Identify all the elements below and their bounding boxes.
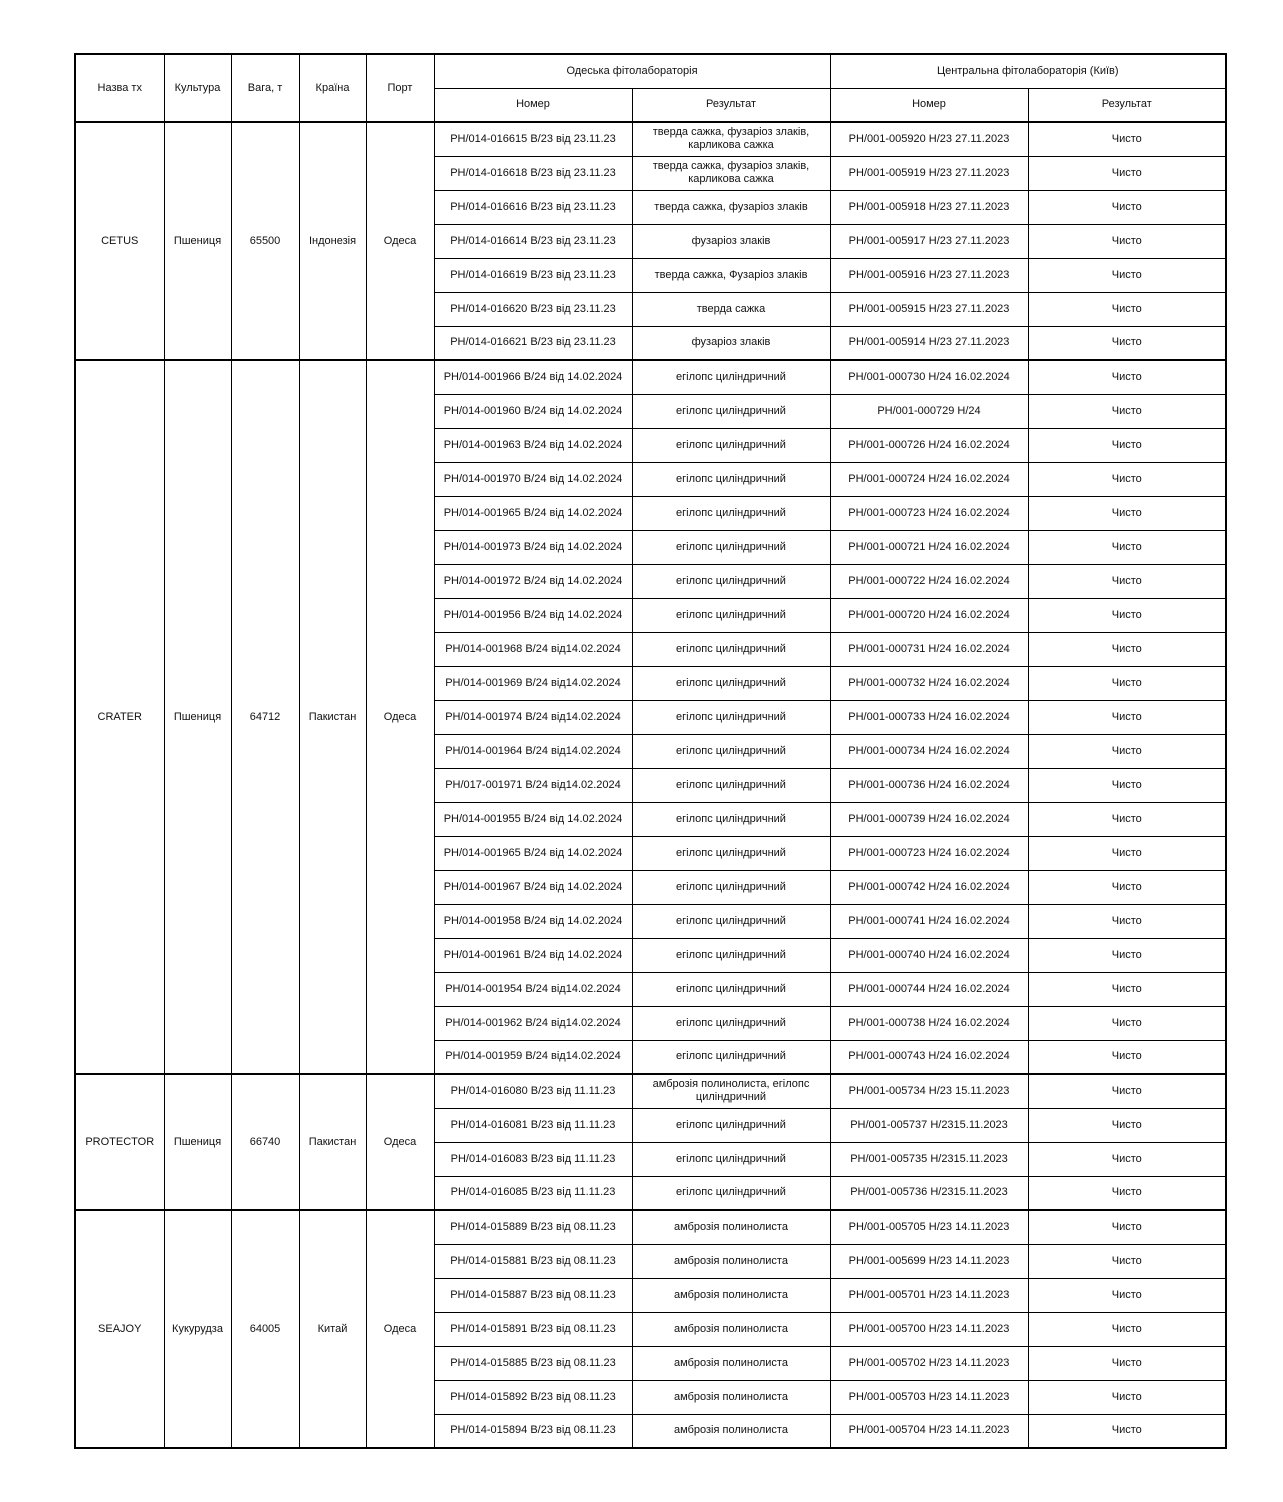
central-result-cell: Чисто xyxy=(1028,1278,1226,1312)
odesa-result-cell: егілопс циліндричний xyxy=(632,598,830,632)
odesa-result-cell: амброзія полинолиста xyxy=(632,1312,830,1346)
odesa-result-cell: егілопс циліндричний xyxy=(632,428,830,462)
central-result-cell: Чисто xyxy=(1028,360,1226,394)
odesa-result-cell: амброзія полинолиста xyxy=(632,1346,830,1380)
central-number-cell: PH/001-005704 H/23 14.11.2023 xyxy=(830,1414,1028,1448)
crop-cell: Кукурудза xyxy=(164,1210,231,1448)
odesa-result-cell: тверда сажка, Фузаріоз злаків xyxy=(632,258,830,292)
central-result-cell: Чисто xyxy=(1028,632,1226,666)
central-number-cell: PH/001-005734 H/23 15.11.2023 xyxy=(830,1074,1028,1108)
central-result-cell: Чисто xyxy=(1028,1006,1226,1040)
odesa-result-cell: егілопс циліндричний xyxy=(632,1176,830,1210)
central-result-cell: Чисто xyxy=(1028,734,1226,768)
central-number-cell: PH/001-000743 H/24 16.02.2024 xyxy=(830,1040,1028,1074)
odesa-result-cell: амброзія полинолиста xyxy=(632,1380,830,1414)
odesa-number-cell: PH/014-001965 B/24 від 14.02.2024 xyxy=(434,836,632,870)
odesa-number-cell: PH/014-015885 B/23 від 08.11.23 xyxy=(434,1346,632,1380)
odesa-result-cell: амброзія полинолиста xyxy=(632,1210,830,1244)
weight-cell: 65500 xyxy=(231,122,299,360)
odesa-result-cell: егілопс циліндричний xyxy=(632,394,830,428)
central-result-cell: Чисто xyxy=(1028,1244,1226,1278)
central-number-cell: PH/001-000739 H/24 16.02.2024 xyxy=(830,802,1028,836)
odesa-number-cell: PH/014-015889 B/23 від 08.11.23 xyxy=(434,1210,632,1244)
odesa-number-cell: PH/014-016621 B/23 від 23.11.23 xyxy=(434,326,632,360)
odesa-result-cell: фузаріоз злаків xyxy=(632,326,830,360)
central-number-cell: PH/001-000724 H/24 16.02.2024 xyxy=(830,462,1028,496)
central-result-cell: Чисто xyxy=(1028,972,1226,1006)
central-number-cell: PH/001-000729 H/24 xyxy=(830,394,1028,428)
odesa-result-cell: тверда сажка xyxy=(632,292,830,326)
central-result-cell: Чисто xyxy=(1028,326,1226,360)
country-cell: Пакистан xyxy=(299,1074,366,1210)
central-result-cell: Чисто xyxy=(1028,768,1226,802)
vessel-group xyxy=(75,1074,1226,1210)
central-number-cell: PH/001-005702 H/23 14.11.2023 xyxy=(830,1346,1028,1380)
central-result-cell: Чисто xyxy=(1028,564,1226,598)
central-number-cell: PH/001-000730 H/24 16.02.2024 xyxy=(830,360,1028,394)
odesa-number-cell: PH/014-001972 B/24 від 14.02.2024 xyxy=(434,564,632,598)
odesa-result-cell: егілопс циліндричний xyxy=(632,802,830,836)
central-number-cell: PH/001-005920 H/23 27.11.2023 xyxy=(830,122,1028,156)
central-result-cell: Чисто xyxy=(1028,700,1226,734)
odesa-result-cell: егілопс циліндричний xyxy=(632,938,830,972)
header-port: Порт xyxy=(366,54,434,122)
central-result-cell: Чисто xyxy=(1028,1074,1226,1108)
central-result-cell: Чисто xyxy=(1028,1040,1226,1074)
port-cell: Одеса xyxy=(366,360,434,1074)
port-cell: Одеса xyxy=(366,1074,434,1210)
odesa-number-cell: PH/014-015887 B/23 від 08.11.23 xyxy=(434,1278,632,1312)
odesa-result-cell: амброзія полинолиста xyxy=(632,1278,830,1312)
odesa-number-cell: PH/014-016618 B/23 від 23.11.23 xyxy=(434,156,632,190)
central-number-cell: PH/001-000740 H/24 16.02.2024 xyxy=(830,938,1028,972)
central-result-cell: Чисто xyxy=(1028,836,1226,870)
country-cell: Китай xyxy=(299,1210,366,1448)
central-result-cell: Чисто xyxy=(1028,292,1226,326)
central-number-cell: PH/001-000738 H/24 16.02.2024 xyxy=(830,1006,1028,1040)
central-result-cell: Чисто xyxy=(1028,1108,1226,1142)
table-header xyxy=(75,54,1226,122)
central-number-cell: PH/001-000742 H/24 16.02.2024 xyxy=(830,870,1028,904)
odesa-result-cell: егілопс циліндричний xyxy=(632,904,830,938)
central-number-cell: PH/001-005916 H/23 27.11.2023 xyxy=(830,258,1028,292)
odesa-result-cell: егілопс циліндричний xyxy=(632,1108,830,1142)
header-crop: Культура xyxy=(164,54,231,122)
odesa-number-cell: PH/014-001967 B/24 від 14.02.2024 xyxy=(434,870,632,904)
odesa-result-cell: егілопс циліндричний xyxy=(632,870,830,904)
port-cell: Одеса xyxy=(366,1210,434,1448)
central-number-cell: PH/001-005705 H/23 14.11.2023 xyxy=(830,1210,1028,1244)
central-result-cell: Чисто xyxy=(1028,938,1226,972)
odesa-result-cell: егілопс циліндричний xyxy=(632,564,830,598)
odesa-number-cell: PH/014-016616 B/23 від 23.11.23 xyxy=(434,190,632,224)
central-number-cell: PH/001-000744 H/24 16.02.2024 xyxy=(830,972,1028,1006)
odesa-number-cell: PH/014-016085 B/23 від 11.11.23 xyxy=(434,1176,632,1210)
odesa-number-cell: PH/014-001966 B/24 від 14.02.2024 xyxy=(434,360,632,394)
odesa-number-cell: PH/014-015881 B/23 від 08.11.23 xyxy=(434,1244,632,1278)
central-result-cell: Чисто xyxy=(1028,428,1226,462)
odesa-result-cell: егілопс циліндричний xyxy=(632,836,830,870)
header-weight: Вага, т xyxy=(231,54,299,122)
odesa-result-cell: егілопс циліндричний xyxy=(632,666,830,700)
odesa-result-cell: егілопс циліндричний xyxy=(632,496,830,530)
central-number-cell: PH/001-005917 H/23 27.11.2023 xyxy=(830,224,1028,258)
country-cell: Пакистан xyxy=(299,360,366,1074)
weight-cell: 64005 xyxy=(231,1210,299,1448)
odesa-number-cell: PH/014-001970 B/24 від 14.02.2024 xyxy=(434,462,632,496)
odesa-number-cell: PH/014-001969 B/24 від14.02.2024 xyxy=(434,666,632,700)
odesa-result-cell: егілопс циліндричний xyxy=(632,734,830,768)
central-number-cell: PH/001-005914 H/23 27.11.2023 xyxy=(830,326,1028,360)
odesa-result-cell: тверда сажка, фузаріоз злаків xyxy=(632,190,830,224)
odesa-number-cell: PH/014-001954 B/24 від14.02.2024 xyxy=(434,972,632,1006)
country-cell: Індонезія xyxy=(299,122,366,360)
central-number-cell: PH/001-000741 H/24 16.02.2024 xyxy=(830,904,1028,938)
vessel-name-cell: CRATER xyxy=(75,360,164,1074)
table-row xyxy=(75,360,1226,394)
central-number-cell: PH/001-000733 H/24 16.02.2024 xyxy=(830,700,1028,734)
central-number-cell: PH/001-005736 H/2315.11.2023 xyxy=(830,1176,1028,1210)
central-result-cell: Чисто xyxy=(1028,666,1226,700)
central-number-cell: PH/001-005735 H/2315.11.2023 xyxy=(830,1142,1028,1176)
central-number-cell: PH/001-000723 H/24 16.02.2024 xyxy=(830,836,1028,870)
odesa-number-cell: PH/017-001971 B/24 від14.02.2024 xyxy=(434,768,632,802)
odesa-number-cell: PH/014-001968 B/24 від14.02.2024 xyxy=(434,632,632,666)
odesa-result-cell: егілопс циліндричний xyxy=(632,462,830,496)
odesa-number-cell: PH/014-001959 B/24 від14.02.2024 xyxy=(434,1040,632,1074)
central-result-cell: Чисто xyxy=(1028,156,1226,190)
odesa-number-cell: PH/014-001955 B/24 від 14.02.2024 xyxy=(434,802,632,836)
central-number-cell: PH/001-000731 H/24 16.02.2024 xyxy=(830,632,1028,666)
header-name: Назва тх xyxy=(75,54,164,122)
odesa-number-cell: PH/014-001963 B/24 від 14.02.2024 xyxy=(434,428,632,462)
odesa-result-cell: егілопс циліндричний xyxy=(632,360,830,394)
vessel-name-cell: PROTECTOR xyxy=(75,1074,164,1210)
weight-cell: 64712 xyxy=(231,360,299,1074)
odesa-result-cell: егілопс циліндричний xyxy=(632,530,830,564)
central-result-cell: Чисто xyxy=(1028,224,1226,258)
central-result-cell: Чисто xyxy=(1028,870,1226,904)
central-number-cell: PH/001-005915 H/23 27.11.2023 xyxy=(830,292,1028,326)
table-row xyxy=(75,1210,1226,1244)
odesa-number-cell: PH/014-001956 B/24 від 14.02.2024 xyxy=(434,598,632,632)
central-number-cell: PH/001-000721 H/24 16.02.2024 xyxy=(830,530,1028,564)
odesa-result-cell: тверда сажка, фузаріоз злаків, карликова сажка xyxy=(632,122,830,156)
central-result-cell: Чисто xyxy=(1028,1176,1226,1210)
vessel-group xyxy=(75,360,1226,1074)
odesa-number-cell: PH/014-001962 B/24 від14.02.2024 xyxy=(434,1006,632,1040)
central-number-cell: PH/001-000726 H/24 16.02.2024 xyxy=(830,428,1028,462)
odesa-result-cell: амброзія полинолиста xyxy=(632,1244,830,1278)
central-number-cell: PH/001-000722 H/24 16.02.2024 xyxy=(830,564,1028,598)
odesa-number-cell: PH/014-015891 B/23 від 08.11.23 xyxy=(434,1312,632,1346)
odesa-number-cell: PH/014-016615 B/23 від 23.11.23 xyxy=(434,122,632,156)
central-result-cell: Чисто xyxy=(1028,394,1226,428)
odesa-number-cell: PH/014-016083 B/23 від 11.11.23 xyxy=(434,1142,632,1176)
central-number-cell: PH/001-000723 H/24 16.02.2024 xyxy=(830,496,1028,530)
odesa-number-cell: PH/014-016080 B/23 від 11.11.23 xyxy=(434,1074,632,1108)
odesa-number-cell: PH/014-016619 B/23 від 23.11.23 xyxy=(434,258,632,292)
header-odesa-number: Номер xyxy=(434,88,632,122)
odesa-number-cell: PH/014-001964 B/24 від14.02.2024 xyxy=(434,734,632,768)
header-central-number: Номер xyxy=(830,88,1028,122)
odesa-result-cell: фузаріоз злаків xyxy=(632,224,830,258)
odesa-result-cell: егілопс циліндричний xyxy=(632,768,830,802)
central-result-cell: Чисто xyxy=(1028,462,1226,496)
central-result-cell: Чисто xyxy=(1028,122,1226,156)
vessel-group xyxy=(75,122,1226,360)
central-number-cell: PH/001-005918 H/23 27.11.2023 xyxy=(830,190,1028,224)
vessel-group xyxy=(75,1210,1226,1448)
central-result-cell: Чисто xyxy=(1028,1142,1226,1176)
central-result-cell: Чисто xyxy=(1028,258,1226,292)
central-number-cell: PH/001-000720 H/24 16.02.2024 xyxy=(830,598,1028,632)
odesa-number-cell: PH/014-015894 B/23 від 08.11.23 xyxy=(434,1414,632,1448)
odesa-number-cell: PH/014-001965 B/24 від 14.02.2024 xyxy=(434,496,632,530)
port-cell: Одеса xyxy=(366,122,434,360)
table-row xyxy=(75,1074,1226,1108)
central-number-cell: PH/001-005737 H/2315.11.2023 xyxy=(830,1108,1028,1142)
central-result-cell: Чисто xyxy=(1028,1346,1226,1380)
odesa-result-cell: егілопс циліндричний xyxy=(632,1006,830,1040)
central-result-cell: Чисто xyxy=(1028,1210,1226,1244)
central-result-cell: Чисто xyxy=(1028,1312,1226,1346)
odesa-result-cell: амброзія полинолиста, егілопс циліндричний xyxy=(632,1074,830,1108)
odesa-number-cell: PH/014-016081 B/23 від 11.11.23 xyxy=(434,1108,632,1142)
central-number-cell: PH/001-005701 H/23 14.11.2023 xyxy=(830,1278,1028,1312)
central-result-cell: Чисто xyxy=(1028,1414,1226,1448)
central-number-cell: PH/001-000736 H/24 16.02.2024 xyxy=(830,768,1028,802)
central-number-cell: PH/001-000732 H/24 16.02.2024 xyxy=(830,666,1028,700)
phyto-results-table xyxy=(74,53,1227,1449)
central-result-cell: Чисто xyxy=(1028,190,1226,224)
odesa-number-cell: PH/014-016614 B/23 від 23.11.23 xyxy=(434,224,632,258)
central-result-cell: Чисто xyxy=(1028,598,1226,632)
crop-cell: Пшениця xyxy=(164,122,231,360)
vessel-name-cell: SEAJOY xyxy=(75,1210,164,1448)
central-result-cell: Чисто xyxy=(1028,496,1226,530)
central-number-cell: PH/001-000734 H/24 16.02.2024 xyxy=(830,734,1028,768)
vessel-name-cell: CETUS xyxy=(75,122,164,360)
central-result-cell: Чисто xyxy=(1028,530,1226,564)
central-result-cell: Чисто xyxy=(1028,1380,1226,1414)
odesa-number-cell: PH/014-015892 B/23 від 08.11.23 xyxy=(434,1380,632,1414)
weight-cell: 66740 xyxy=(231,1074,299,1210)
table-row xyxy=(75,122,1226,156)
crop-cell: Пшениця xyxy=(164,1074,231,1210)
odesa-result-cell: егілопс циліндричний xyxy=(632,700,830,734)
odesa-number-cell: PH/014-001960 B/24 від 14.02.2024 xyxy=(434,394,632,428)
header-odesa-lab: Одеська фітолабораторія xyxy=(434,54,830,88)
odesa-result-cell: егілопс циліндричний xyxy=(632,1040,830,1074)
central-number-cell: PH/001-005699 H/23 14.11.2023 xyxy=(830,1244,1028,1278)
header-country: Країна xyxy=(299,54,366,122)
central-number-cell: PH/001-005703 H/23 14.11.2023 xyxy=(830,1380,1028,1414)
header-central-lab: Центральна фітолабораторія (Київ) xyxy=(830,54,1226,88)
central-result-cell: Чисто xyxy=(1028,802,1226,836)
header-central-result: Результат xyxy=(1028,88,1226,122)
odesa-result-cell: егілопс циліндричний xyxy=(632,632,830,666)
odesa-number-cell: PH/014-001973 B/24 від 14.02.2024 xyxy=(434,530,632,564)
central-result-cell: Чисто xyxy=(1028,904,1226,938)
odesa-result-cell: амброзія полинолиста xyxy=(632,1414,830,1448)
central-number-cell: PH/001-005700 H/23 14.11.2023 xyxy=(830,1312,1028,1346)
odesa-number-cell: PH/014-016620 B/23 від 23.11.23 xyxy=(434,292,632,326)
odesa-number-cell: PH/014-001974 B/24 від14.02.2024 xyxy=(434,700,632,734)
odesa-number-cell: PH/014-001961 B/24 від 14.02.2024 xyxy=(434,938,632,972)
odesa-number-cell: PH/014-001958 B/24 від 14.02.2024 xyxy=(434,904,632,938)
header-odesa-result: Результат xyxy=(632,88,830,122)
central-number-cell: PH/001-005919 H/23 27.11.2023 xyxy=(830,156,1028,190)
crop-cell: Пшениця xyxy=(164,360,231,1074)
odesa-result-cell: тверда сажка, фузаріоз злаків, карликова сажка xyxy=(632,156,830,190)
odesa-result-cell: егілопс циліндричний xyxy=(632,1142,830,1176)
odesa-result-cell: егілопс циліндричний xyxy=(632,972,830,1006)
